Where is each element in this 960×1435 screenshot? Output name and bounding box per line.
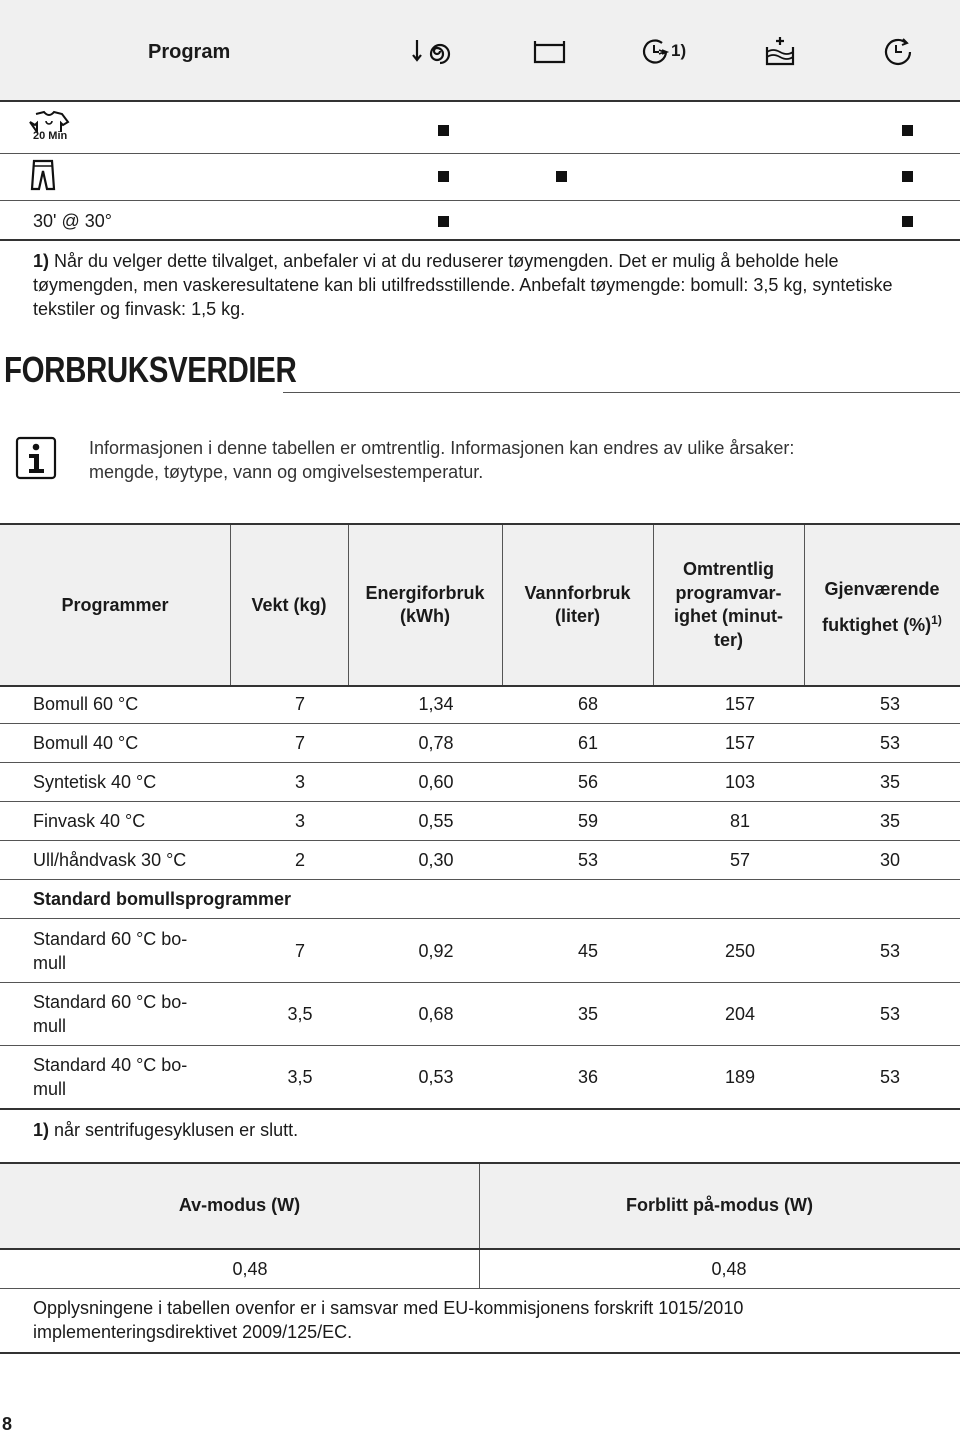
cell-water: 68 — [577, 694, 599, 714]
time-saving-icon — [640, 37, 670, 67]
power-note: Opplysningene i tabellen ovenfor er i samsvar med EU-kommisjonens forskrift 1015/2010 implementeringsdirektivet 2009/125/EC. — [33, 1298, 744, 1342]
header-duration-4: ter) — [713, 630, 743, 650]
cell-water: 56 — [577, 772, 599, 792]
program-mark — [556, 171, 567, 182]
cell-duration: 81 — [729, 811, 751, 831]
program-row-divider — [0, 200, 960, 201]
cell-program: Syntetisk 40 °C — [33, 772, 157, 792]
program-row-divider — [0, 153, 960, 154]
cell-water: 35 — [577, 1004, 599, 1024]
cell-moisture: 53 — [879, 694, 901, 714]
cell-duration: 103 — [724, 772, 756, 792]
spin-icon — [412, 37, 462, 67]
cell-program-cont: mull — [33, 1079, 67, 1099]
water-plus-icon — [532, 38, 568, 66]
program-footnote: 1) Når du velger dette tilvalget, anbefaler vi at du reduserer tøymengden. Det er mulig å beholde hele tøymengden, men vaskeresultatene kan bli utilfredsstillende. Anbefalt tøymengde: bomull: 3,5 kg, syntetiske tekstiler og finvask: 1,5 kg. — [33, 251, 893, 319]
consumption-header-rule — [0, 685, 960, 687]
cell-program: Standard 60 °C bo- — [33, 992, 188, 1012]
cell-program-cont: mull — [33, 1016, 67, 1036]
consumption-footnote: 1) når sentrifugesyklusen er slutt. — [33, 1120, 299, 1140]
cell-program: Bomull 60 °C — [33, 694, 139, 714]
cell-weight: 2 — [294, 850, 305, 870]
cell-moisture: 53 — [879, 1067, 901, 1087]
cell-program: Standard 40 °C bo- — [33, 1055, 188, 1075]
consumption-table-bottom-rule — [0, 1108, 960, 1110]
program-mark — [438, 125, 449, 136]
cell-program-cont: mull — [33, 953, 67, 973]
cell-weight: 3 — [294, 811, 305, 831]
row-divider — [0, 1045, 960, 1046]
cell-moisture: 53 — [879, 1004, 901, 1024]
cell-duration: 157 — [724, 733, 756, 753]
cell-water: 59 — [577, 811, 599, 831]
program-mark — [438, 216, 449, 227]
program-mark — [902, 125, 913, 136]
cell-energy: 0,53 — [418, 1067, 454, 1087]
power-header-rule — [0, 1248, 960, 1250]
row-divider — [0, 982, 960, 983]
cell-weight: 3,5 — [287, 1067, 313, 1087]
cell-moisture: 35 — [879, 772, 901, 792]
program-header-label: Program — [148, 41, 231, 63]
cell-energy: 0,60 — [418, 772, 454, 792]
value-left-on-mode: 0,48 — [711, 1259, 747, 1279]
cell-duration: 204 — [724, 1004, 756, 1024]
cell-program: Ull/håndvask 30 °C — [33, 850, 187, 870]
cell-weight: 3 — [294, 772, 305, 792]
cell-weight: 7 — [294, 733, 305, 753]
header-duration-3: ighet (minut- — [674, 606, 783, 626]
cell-duration: 250 — [724, 941, 756, 961]
header-off-mode: Av-modus (W) — [178, 1195, 301, 1215]
program-table-rule — [0, 100, 960, 102]
standard-heading: Standard bomullsprogrammer — [33, 889, 292, 909]
cell-water: 36 — [577, 1067, 599, 1087]
program-table-header-bg — [0, 0, 960, 100]
row-divider — [0, 879, 960, 880]
program-mark — [902, 216, 913, 227]
cell-duration: 157 — [724, 694, 756, 714]
cell-water: 45 — [577, 941, 599, 961]
program-mark — [902, 171, 913, 182]
cell-program: Bomull 40 °C — [33, 733, 139, 753]
info-icon — [15, 436, 57, 480]
cell-program: Finvask 40 °C — [33, 811, 146, 831]
row-divider — [0, 762, 960, 763]
cell-energy: 1,34 — [418, 694, 454, 714]
row-divider — [0, 1288, 960, 1289]
power-table-bottom-rule — [0, 1352, 960, 1354]
cell-energy: 0,68 — [418, 1004, 454, 1024]
shirt-20min-label: 20 Min — [33, 130, 68, 142]
cell-duration: 57 — [729, 850, 751, 870]
cell-energy: 0,30 — [418, 850, 454, 870]
delay-start-icon — [882, 36, 914, 68]
time-saving-footnote-ref: 1) — [671, 41, 687, 60]
row-divider — [0, 840, 960, 841]
cell-moisture: 35 — [879, 811, 901, 831]
value-off-mode: 0,48 — [232, 1259, 268, 1279]
cell-moisture: 53 — [879, 733, 901, 753]
header-water-1: Vannforbruk — [524, 583, 631, 603]
cell-duration: 189 — [724, 1067, 756, 1087]
cell-weight: 7 — [294, 941, 305, 961]
cell-energy: 0,78 — [418, 733, 454, 753]
cell-program: Standard 60 °C bo- — [33, 929, 188, 949]
jeans-icon — [30, 158, 56, 192]
cell-energy: 0,92 — [418, 941, 454, 961]
header-moisture-1: Gjenværende — [824, 579, 940, 599]
header-duration-2: programvar- — [675, 583, 782, 603]
header-moisture-2: fuktighet (%)$^{1)}$ — [822, 613, 942, 635]
row-divider — [0, 918, 960, 919]
header-left-on-mode: Forblitt på-modus (W) — [626, 1195, 813, 1215]
cell-moisture: 30 — [879, 850, 901, 870]
section-title: FORBRUKSVERDIER — [4, 349, 297, 390]
program-row-label: 30' @ 30° — [33, 211, 112, 231]
program-table-bottom-rule — [0, 239, 960, 241]
header-program: Programmer — [61, 595, 169, 615]
cell-weight: 3,5 — [287, 1004, 313, 1024]
program-mark — [438, 171, 449, 182]
col-divider — [804, 525, 805, 685]
cell-energy: 0,55 — [418, 811, 454, 831]
header-water-2: (liter) — [555, 606, 600, 626]
section-title-rule — [283, 392, 960, 393]
extra-rinse-icon — [764, 35, 796, 67]
header-energy-2: (kWh) — [400, 606, 450, 626]
info-line-1: Informasjonen i denne tabellen er omtrentlig. Informasjonen kan endres av ulike årsaker: — [89, 438, 795, 458]
header-duration-1: Omtrentlig — [682, 559, 774, 579]
cell-water: 61 — [577, 733, 599, 753]
row-divider — [0, 723, 960, 724]
cell-weight: 7 — [294, 694, 305, 714]
header-energy-1: Energiforbruk — [365, 583, 485, 603]
page-number: 8 — [2, 1414, 13, 1434]
cell-moisture: 53 — [879, 941, 901, 961]
row-divider — [0, 801, 960, 802]
cell-water: 53 — [577, 850, 599, 870]
header-weight: Vekt (kg) — [251, 595, 327, 615]
info-line-2: mengde, tøytype, vann og omgivelsestemperatur. — [89, 462, 484, 482]
